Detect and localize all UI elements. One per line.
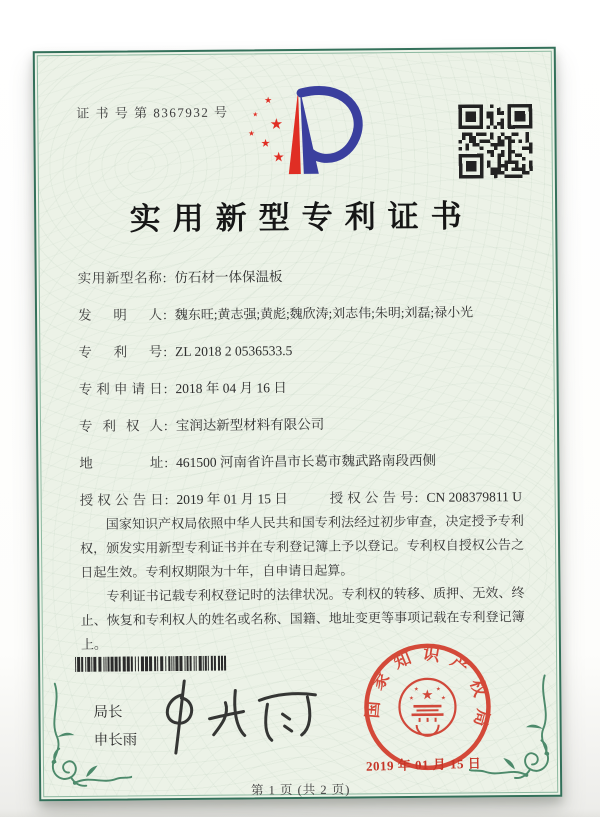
director-signature-icon xyxy=(143,674,329,766)
grant-number-pair xyxy=(330,487,522,509)
field-label: 专利号 xyxy=(78,344,163,360)
field-value: 仿石材一体保温板 xyxy=(174,269,283,286)
legal-paragraph-1: 国家知识产权局依照中华人民共和国专利法经过初步审查，决定授予专利权，颁发实用新型专利证书并在专利登记簿上予以登记。专利权自授权公告之日起生效。专利权期限为十年，自申请日起算。 xyxy=(80,513,525,580)
field-colon: : xyxy=(164,492,169,508)
field-colon: : xyxy=(162,270,167,286)
certificate-number: 证 书 号 第 8367932 号 xyxy=(76,104,229,121)
field-label: 发明人 xyxy=(77,307,163,323)
certificate-title: 实用新型专利证书 xyxy=(129,198,474,237)
field-colon: : xyxy=(414,489,419,505)
field-row-filing-date xyxy=(79,376,520,400)
field-colon: : xyxy=(163,381,168,397)
field-value: 宝润达新型材料有限公司 xyxy=(175,416,325,434)
field-label: 授权公告号 xyxy=(329,489,414,506)
field-row-patentee xyxy=(79,413,520,437)
field-row-name xyxy=(78,265,519,289)
floral-ornament-left-icon xyxy=(45,679,132,798)
cnipa-logo-icon xyxy=(238,81,389,182)
field-row-grant xyxy=(80,487,521,511)
field-row-inventors xyxy=(78,302,519,326)
field-value: 461500 河南省许昌市长葛市魏武路南段西侧 xyxy=(176,452,437,471)
field-row-patent-no xyxy=(78,339,519,363)
signer-title: 局长 xyxy=(93,704,123,721)
field-list xyxy=(78,265,521,528)
field-value: 2018 年 04 月 16 日 xyxy=(175,380,287,397)
legal-text xyxy=(80,509,525,657)
seal-text: 国家知识产权局 xyxy=(362,643,493,739)
field-colon: : xyxy=(162,307,167,323)
field-value: 2019 年 01 月 15 日 xyxy=(176,491,288,508)
field-value: 魏东旺;黄志强;黄彪;魏欣涛;刘志伟;朱明;刘磊;禄小光 xyxy=(174,304,474,323)
barcode-icon xyxy=(75,656,227,672)
field-value: CN 208379811 U xyxy=(426,489,522,505)
field-colon: : xyxy=(164,455,169,471)
field-colon: : xyxy=(163,344,168,360)
field-label: 授权公告日 xyxy=(79,492,164,508)
signer-name: 申长雨 xyxy=(93,732,138,749)
field-label: 地址 xyxy=(79,455,164,471)
floral-ornament-right-icon xyxy=(468,672,555,791)
certificate-inner-border xyxy=(37,51,558,797)
qr-code-icon xyxy=(458,104,533,179)
legal-paragraph-2: 专利证书记载专利权登记时的法律状况。专利权的转移、质押、无效、终止、恢复和专利权人的姓名或名称、国籍、地址变更等事项记载在专利登记簿上。 xyxy=(80,585,525,653)
page-number: 第 1 页 (共 2 页) xyxy=(250,782,351,798)
field-value: ZL 2018 2 0536533.5 xyxy=(175,343,293,360)
field-row-address xyxy=(79,450,520,474)
field-label: 实用新型名称 xyxy=(77,270,162,286)
seal-date: 2019 年 01 月 15 日 xyxy=(365,755,482,774)
field-colon: : xyxy=(163,418,168,434)
field-label: 专利权人 xyxy=(78,418,164,434)
field-label: 专利申请日 xyxy=(78,381,163,397)
certificate-page xyxy=(33,47,563,802)
